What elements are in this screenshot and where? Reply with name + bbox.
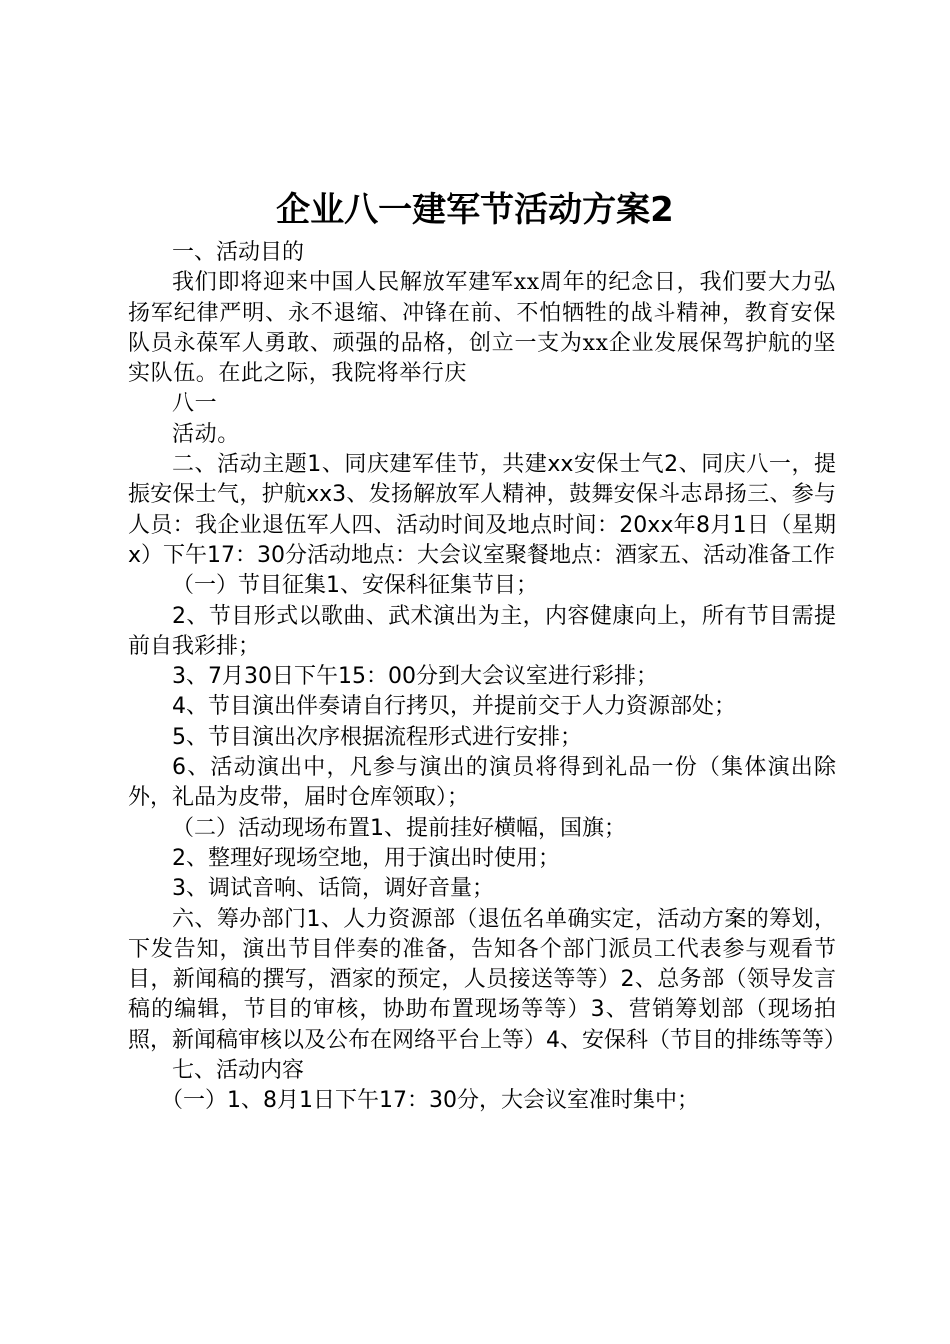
- list-item: 2、整理好现场空地，用于演出时使用；: [172, 845, 560, 871]
- paragraph-departments: 六、筹办部门1、人力资源部（退伍名单确实定，活动方案的筹划，下发告知，演出节目伴奏的准备，告知各个部门派员工代表参与观看节目，新闻稿的撰写，酒家的预定，人员接送等等）2、总务部（领导发言稿的编辑，节目的审核，协助布置现场等等）3、营销筹划部（现场拍照，新闻稿审核以及公布在网络平台上等）4、安保科（节目的排练等等）: [128, 906, 846, 1053]
- document-body: [128, 238, 846, 1117]
- list-item: 5、节目演出次序根据流程形式进行安排；: [172, 724, 582, 750]
- paragraph-content-1: （一）1、8月1日下午17：30分，大会议室准时集中；: [161, 1088, 699, 1114]
- paragraph-bayi: 八一: [172, 391, 218, 417]
- paragraph-theme: 二、活动主题1、同庆建军佳节，共建xx安保士气2、同庆八一，提振安保士气，护航xx3、发扬解放军人精神，鼓舞安保斗志昂扬三、参与人员：我企业退伍军人四、活动时间及地点时间：20xx年8月1日（星期x）下午17：30分活动地点：大会议室聚餐地点：酒家五、活动准备工作: [128, 452, 836, 568]
- list-item: 3、7月30日下午15：00分到大会议室进行彩排；: [172, 664, 658, 690]
- document-title: 企业八一建军节活动方案2: [276, 190, 674, 230]
- list-item: 2、节目形式以歌曲、武术演出为主，内容健康向上，所有节目需提前自我彩排；: [128, 603, 836, 659]
- paragraph-purpose: 我们即将迎来中国人民解放军建军xx周年的纪念日，我们要大力弘扬军纪律严明、永不退缩、冲锋在前、不怕牺牲的战斗精神，教育安保队员永葆军人勇敢、顽强的品格，创立一支为xx企业发展保驾护航的坚实队伍。在此之际，我院将举行庆: [128, 270, 836, 387]
- list-item: 3、调试音响、话筒，调好音量；: [172, 876, 494, 902]
- paragraph-venue-setup: （二）活动现场布置1、提前挂好横幅，国旗；: [172, 815, 626, 841]
- section-heading-content: 七、活动内容: [172, 1058, 305, 1084]
- paragraph-activity: 活动。: [172, 421, 240, 447]
- list-item: 6、活动演出中，凡参与演出的演员将得到礼品一份（集体演出除外，礼品为皮带，届时仓库领取）；: [128, 755, 836, 811]
- list-item: 4、节目演出伴奏请自行拷贝，并提前交于人力资源部处；: [172, 694, 736, 720]
- section-heading-purpose: 一、活动目的: [172, 240, 305, 265]
- paragraph-program-collection: （一）节目征集1、安保科征集节目；: [172, 573, 538, 599]
